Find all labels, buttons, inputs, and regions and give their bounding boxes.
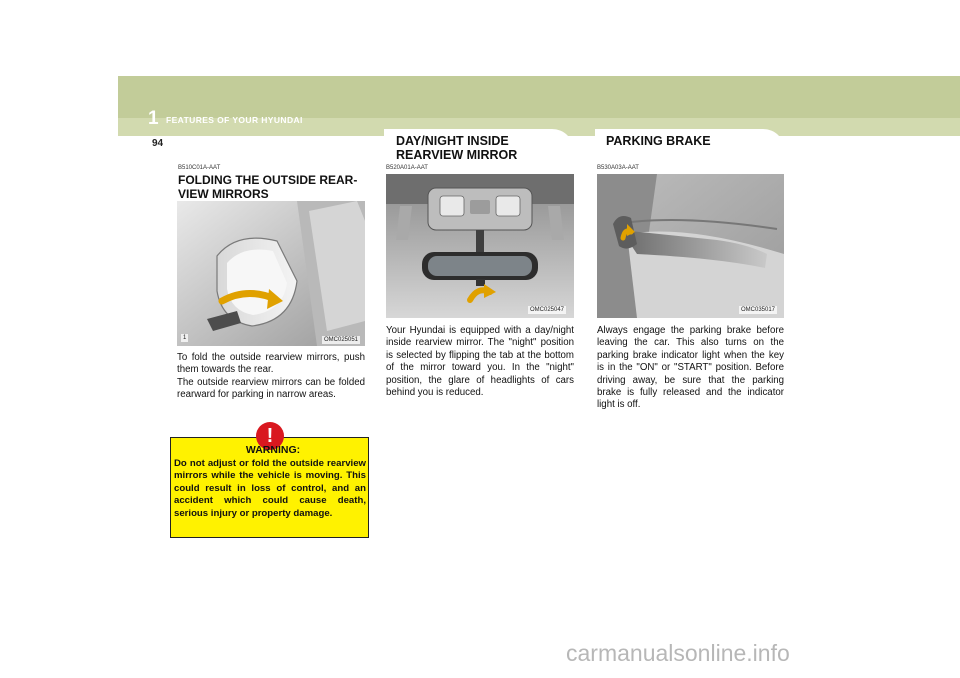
- photo-code: OMC025051: [324, 337, 359, 343]
- rearview-mirror-photo: [386, 174, 574, 318]
- side-mirror-photo: [177, 201, 365, 346]
- warning-text: Do not adjust or fold the outside rearview mirrors while the vehicle is moving. This could result in loss of control, and an accident which could cause death, serious injury or property damage.: [174, 458, 366, 519]
- watermark: carmanualsonline.info: [566, 640, 790, 666]
- section-code: B520A01A-AAT: [386, 165, 428, 171]
- parking-brake-illustration: [597, 174, 784, 318]
- warning-exclamation-icon: !: [256, 422, 284, 450]
- chapter-title: FEATURES OF YOUR HYUNDAI: [166, 115, 303, 125]
- side-mirror-illustration: [177, 201, 365, 346]
- section-code: B510C01A-AAT: [178, 165, 221, 171]
- body-paragraph-2: The outside rearview mirrors can be folded rearward for parking in narrow areas.: [177, 377, 365, 401]
- parking-brake-photo: [597, 174, 784, 318]
- chapter-number: 1: [148, 108, 159, 129]
- section-title-day-night: DAY/NIGHT INSIDE REARVIEW MIRROR: [396, 134, 518, 162]
- section-heading: FOLDING THE OUTSIDE REAR-VIEW MIRRORS: [178, 173, 358, 201]
- section-title-parking-brake: PARKING BRAKE: [606, 134, 711, 148]
- warning-title: WARNING:: [245, 444, 301, 456]
- body-paragraph-1: To fold the outside rearview mirrors, push them towards the rear.: [177, 352, 365, 376]
- section-code: B530A03A-AAT: [597, 165, 639, 171]
- photo-corner-number: 1: [183, 335, 187, 341]
- photo-code: OMC025047: [530, 307, 565, 313]
- body-paragraph: Your Hyundai is equipped with a day/night inside rearview mirror. The "night" position is selected by flipping the tab at the bottom of the mirror toward you. In the "night" position, the glare of headlights of cars behind you is reduced.: [386, 325, 574, 399]
- rearview-mirror-illustration: [386, 174, 574, 318]
- photo-code: OMC035017: [741, 307, 776, 313]
- body-paragraph: Always engage the parking brake before leaving the car. This also turns on the parking brake indicator light when the key is in the "ON" or "START" position. Before driving away, be sure that the parking brake is fully released and the indicator light is off.: [597, 325, 784, 411]
- page-number: 94: [152, 138, 164, 149]
